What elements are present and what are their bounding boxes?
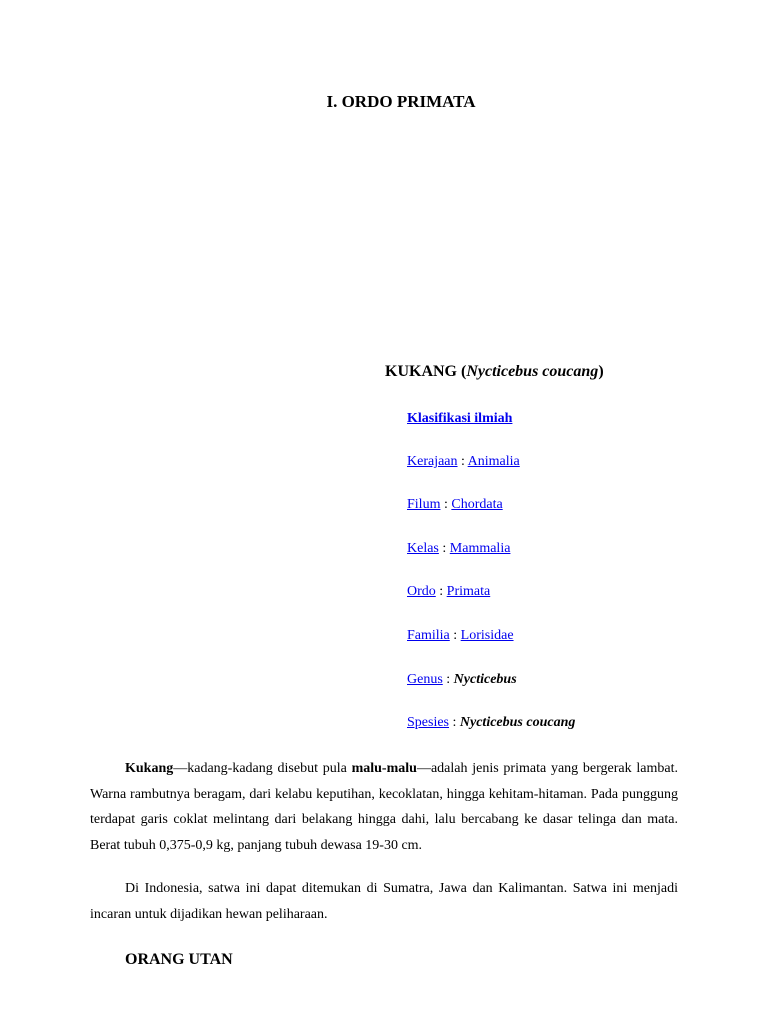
term-kukang: Kukang	[125, 761, 174, 776]
species-common-name: KUKANG	[385, 363, 457, 380]
genus-label-link[interactable]: Genus	[407, 672, 443, 687]
row-separator: :	[438, 541, 450, 556]
row-separator: :	[449, 628, 461, 643]
class-label-link[interactable]: Kelas	[407, 541, 439, 556]
classification-heading-row	[407, 411, 512, 427]
classification-heading-link[interactable]: Klasifikasi ilmiah	[407, 411, 513, 426]
kingdom-label-link[interactable]: Kerajaan	[407, 454, 458, 469]
species-scientific-name: Nycticebus coucang	[466, 363, 599, 380]
order-value-link[interactable]: Primata	[446, 584, 491, 599]
classification-row-genus	[407, 672, 517, 688]
family-value-link[interactable]: Lorisidae	[460, 628, 514, 643]
term-malu-malu: malu-malu	[351, 761, 417, 776]
description-text-1: —kadang-kadang disebut pula	[173, 761, 352, 776]
phylum-label-link[interactable]: Filum	[407, 497, 441, 512]
kingdom-value-link[interactable]: Animalia	[467, 454, 520, 469]
classification-row-phylum	[407, 497, 503, 513]
species-label-link[interactable]: Spesies	[407, 715, 449, 730]
species-paren-close: )	[598, 363, 604, 380]
classification-row-species	[407, 715, 575, 731]
order-label-link[interactable]: Ordo	[407, 584, 436, 599]
description-text-2: —adalah jenis primata yang bergerak lambat. Warna rambutnya beragam, dari kelabu keputihan, kecoklatan, hingga kehitam-hitaman. Pada punggung terdapat garis coklat melintang dari belakang hingga dahi, lalu bercabang ke dasar telinga dan mata. Berat tubuh 0,375-0,9 kg, panjang tubuh dewasa 19-30 cm.	[90, 761, 678, 853]
species-paren-open: (	[457, 363, 467, 380]
species-value: Nycticebus coucang	[459, 715, 576, 730]
distribution-paragraph: Di Indonesia, satwa ini dapat ditemukan di Sumatra, Jawa dan Kalimantan. Satwa ini menjadi incaran untuk dijadikan hewan peliharaan.	[90, 881, 678, 922]
phylum-value-link[interactable]: Chordata	[451, 497, 503, 512]
class-value-link[interactable]: Mammalia	[449, 541, 511, 556]
species-title	[385, 363, 604, 381]
row-separator: :	[457, 454, 468, 469]
page-title: I. ORDO PRIMATA	[326, 92, 476, 111]
row-separator: :	[435, 584, 447, 599]
classification-row-class	[407, 541, 510, 557]
classification-row-family	[407, 628, 514, 644]
description-paragraph	[90, 756, 678, 858]
genus-value: Nycticebus	[453, 672, 517, 687]
row-separator: :	[440, 497, 452, 512]
classification-row-order	[407, 584, 490, 600]
classification-row-kingdom	[407, 454, 520, 470]
row-separator: :	[442, 672, 454, 687]
family-label-link[interactable]: Familia	[407, 628, 450, 643]
row-separator: :	[449, 715, 460, 730]
section-heading-orang-utan: ORANG UTAN	[125, 951, 233, 968]
